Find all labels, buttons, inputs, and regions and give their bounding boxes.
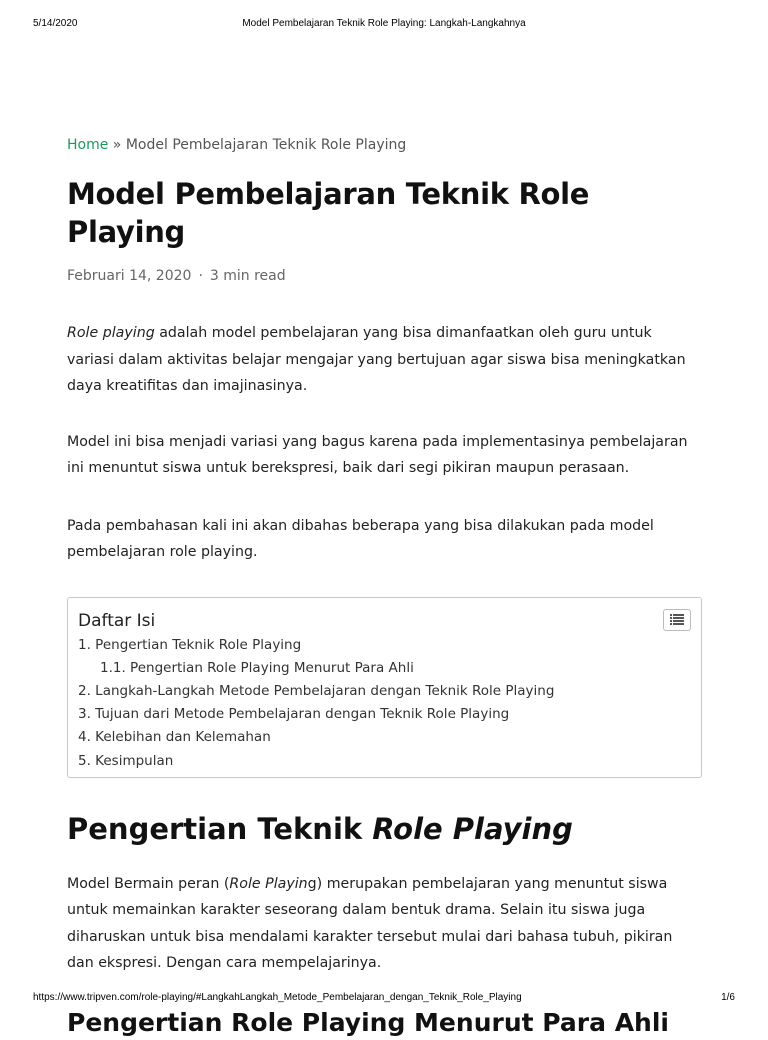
toc-list bbox=[78, 634, 691, 773]
article-content bbox=[67, 134, 703, 1040]
print-url: https://www.tripven.com/role-playing/#LangkahLangkah_Metode_Pembelajaran_dengan_Teknik_Role_Playing bbox=[33, 992, 522, 1003]
post-date: Februari 14, 2020 bbox=[67, 268, 192, 284]
intro-paragraph bbox=[67, 320, 703, 400]
print-title: Model Pembelajaran Teknik Role Playing: Langkah-Langkahnya bbox=[242, 18, 526, 29]
section-1-text-b: g) merupakan pembelajaran yang menuntut siswa untuk memainkan karakter seseorang dalam bentuk drama. Selain itu siswa juga diharuskan untuk bisa mendalami karakter tersebut mulai dari bahasa tubuh, pikiran dan ekspresi. Dengan cara mempelajarinya. bbox=[67, 875, 673, 972]
intro-emphasis: Role playing bbox=[67, 325, 155, 341]
toc-item[interactable]: 4. Kelebihan dan Kelemahan bbox=[78, 729, 271, 746]
toc-toggle-button[interactable] bbox=[663, 609, 691, 631]
toc-item[interactable]: 2. Langkah-Langkah Metode Pembelajaran dengan Teknik Role Playing bbox=[78, 682, 555, 699]
paragraph-2: Model ini bisa menjadi variasi yang bagus karena pada implementasinya pembelajaran ini menuntut siswa untuk berekspresi, baik dari segi pikiran maupun perasaan. bbox=[67, 433, 688, 476]
print-date: 5/14/2020 bbox=[33, 18, 78, 29]
intro-text: adalah model pembelajaran yang bisa dimanfaatkan oleh guru untuk variasi dalam aktivitas belajar mengajar yang bertujuan agar siswa bisa meningkatkan daya kreatifitas dan imajinasinya. bbox=[67, 325, 686, 394]
post-meta bbox=[67, 265, 703, 287]
meta-separator: · bbox=[198, 268, 203, 284]
toc-title: Daftar Isi bbox=[78, 610, 156, 631]
page-number: 1/6 bbox=[721, 992, 735, 1003]
print-footer bbox=[33, 992, 735, 1003]
section-heading-1-text: Pengertian Teknik bbox=[67, 811, 373, 846]
breadcrumb-current: Model Pembelajaran Teknik Role Playing bbox=[125, 137, 407, 153]
section-1-emphasis: Role Playin bbox=[229, 875, 308, 892]
toc-item[interactable]: 5. Kesimpulan bbox=[78, 752, 174, 769]
toc-item[interactable]: 1.1. Pengertian Role Playing Menurut Para Ahli bbox=[100, 659, 414, 676]
section-1-paragraph bbox=[67, 871, 703, 977]
page-title: Model Pembelajaran Teknik Role Playing bbox=[67, 177, 590, 249]
section-heading-1 bbox=[67, 810, 703, 848]
breadcrumb-home-link[interactable]: Home bbox=[67, 137, 109, 153]
section-heading-2: Pengertian Role Playing Menurut Para Ahli bbox=[67, 1007, 669, 1037]
section-1-text-a: Model Bermain peran ( bbox=[67, 875, 230, 892]
paragraph-3: Pada pembahasan kali ini akan dibahas beberapa yang bisa dilakukan pada model pembelajaran role playing. bbox=[67, 517, 654, 560]
breadcrumb bbox=[67, 134, 703, 156]
section-heading-1-emphasis: Role Playing bbox=[372, 811, 573, 846]
toc-item[interactable]: 1. Pengertian Teknik Role Playing bbox=[78, 636, 302, 653]
table-of-contents bbox=[67, 597, 702, 778]
list-icon bbox=[670, 614, 684, 625]
read-time: 3 min read bbox=[209, 268, 286, 284]
toc-item[interactable]: 3. Tujuan dari Metode Pembelajaran dengan Teknik Role Playing bbox=[78, 706, 510, 723]
breadcrumb-separator: » bbox=[112, 137, 122, 153]
